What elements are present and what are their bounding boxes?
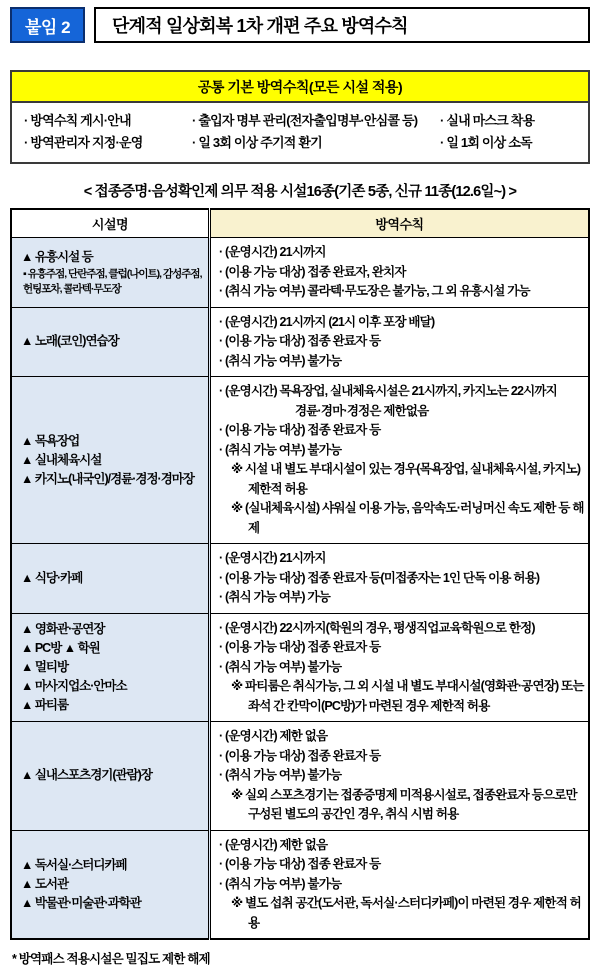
rule-line: · (운영시간) 제한 없음 bbox=[219, 837, 328, 852]
rule-line: · (운영시간) 21시까지 (21시 이후 포장 배달) bbox=[219, 314, 435, 329]
rule-line: · (이용 가능 대상) 접종 완료자 등 bbox=[219, 640, 381, 654]
common-rule-item: · 일 3회 이상 주기적 환기 bbox=[192, 135, 322, 150]
facility-cell bbox=[11, 722, 210, 831]
rule-line: · (운영시간) 목욕장업, 실내체육시설은 21시까지, 카지노는 22시까지 bbox=[219, 384, 557, 398]
facility-cell bbox=[11, 238, 210, 308]
common-rule-item: · 방역관리자 지정·운영 bbox=[24, 135, 143, 150]
common-rule-item: · 방역수칙 게시·안내 bbox=[24, 113, 131, 128]
rules-cell bbox=[210, 613, 590, 722]
rule-line: · (취식 가능 여부) 불가능 bbox=[219, 442, 342, 457]
facility-line: ▲ 멀티방 bbox=[21, 659, 69, 674]
rules-cell bbox=[210, 377, 590, 544]
table-caption: < 접종증명·음성확인제 의무 적용 시설16종(기존 5종, 신규 11종(12.6일~) > bbox=[83, 184, 517, 200]
document-header bbox=[10, 7, 590, 43]
rules-table-body bbox=[11, 238, 589, 940]
facility-cell bbox=[11, 544, 210, 614]
facility-line: ▲ 실내스포츠경기(관람)장 bbox=[21, 768, 152, 783]
facility-line: ▲ 카지노(내국인)/경륜·경정·경마장 bbox=[21, 471, 194, 486]
facility-cell bbox=[11, 377, 210, 544]
rules-cell bbox=[210, 722, 590, 831]
rule-line: · (이용 가능 대상) 접종 완료자 등 bbox=[219, 748, 381, 763]
rule-line: · (이용 가능 대상) 접종 완료자 등 bbox=[219, 334, 381, 348]
facility-line: ▪ 유흥주점, 단란주점, 클럽(나이트), 감성주점, 헌팅포차, 콜라텍·무도장 bbox=[23, 268, 202, 295]
rule-line: ※ (실내체육시설) 샤워실 이용 가능, 음악속도·러닝머신 속도 제한 등 해제 bbox=[231, 501, 584, 535]
rule-line: ※ 시설 내 별도 부대시설이 있는 경우(목욕장업, 실내체육시설, 카지노) 제한적 허용 bbox=[231, 462, 581, 496]
rule-line: · (취식 가능 여부) 콜라텍·무도장은 불가능, 그 외 유흥시설 가능 bbox=[219, 284, 530, 298]
facility-line: ▲ 독서실·스터디카페 bbox=[21, 857, 127, 872]
rule-line: ※ 별도 섭취 공간(도서관, 독서실·스터디카페)이 마련된 경우 제한적 허용 bbox=[231, 896, 581, 930]
rules-cell bbox=[210, 238, 590, 308]
table-header-row bbox=[11, 209, 589, 238]
common-rule-item: · 실내 마스크 착용 bbox=[440, 113, 535, 128]
facility-line: ▲ 영화관·공연장 bbox=[21, 621, 105, 636]
rule-line: · (취식 가능 여부) 불가능 bbox=[219, 353, 342, 368]
common-rules-box bbox=[10, 70, 590, 164]
facility-line: ▲ PC방 ▲ 학원 bbox=[21, 640, 100, 655]
facility-line: ▲ 실내체육시설 bbox=[21, 452, 102, 467]
page-title: 단계적 일상회복 1차 개편 주요 방역수칙 bbox=[94, 7, 590, 43]
rule-line: · (운영시간) 제한 없음 bbox=[219, 729, 328, 743]
rule-line: ※ 파티룸은 취식가능, 그 외 시설 내 별도 부대시설(영화관·공연장) 또는 좌석 간 칸막이(PC방)가 마련된 경우 제한적 허용 bbox=[231, 679, 584, 713]
rule-line: · (취식 가능 여부) 불가능 bbox=[219, 659, 342, 674]
rule-line: · (취식 가능 여부) 불가능 bbox=[219, 876, 342, 891]
facility-cell bbox=[11, 307, 210, 377]
rule-line: · (취식 가능 여부) 불가능 bbox=[219, 768, 342, 782]
rule-line: · (이용 가능 대상) 접종 완료자 등 bbox=[219, 857, 381, 871]
facility-line: ▲ 식당·카페 bbox=[21, 570, 83, 585]
rule-line: 경륜·경마·경정은 제한없음 bbox=[295, 403, 429, 418]
facility-line: ▲ 마사지업소·안마소 bbox=[21, 678, 127, 693]
table-row bbox=[11, 377, 589, 544]
facility-cell bbox=[11, 613, 210, 722]
rule-line: · (취식 가능 여부) 가능 bbox=[219, 590, 330, 604]
common-rules-col1 bbox=[24, 110, 192, 154]
common-rule-item: · 출입자 명부 관리(전자출입명부·안심콜 등) bbox=[192, 113, 418, 128]
facility-rules-table bbox=[10, 208, 590, 940]
common-rules-title: 공통 기본 방역수칙(모든 시설 적용) bbox=[12, 72, 588, 103]
table-row bbox=[11, 722, 589, 831]
facility-line: ▲ 목욕장업 bbox=[21, 433, 80, 448]
column-header-rules: 방역수칙 bbox=[210, 209, 590, 238]
common-rules-body bbox=[12, 103, 588, 162]
rules-cell bbox=[210, 544, 590, 614]
rule-line: · (이용 가능 대상) 접종 완료자, 완치자 bbox=[219, 264, 406, 279]
facility-line: ▲ 유흥시설 등 bbox=[21, 250, 93, 265]
table-row bbox=[11, 544, 589, 614]
common-rules-col2 bbox=[192, 110, 440, 154]
facility-line: ▲ 파티룸 bbox=[21, 697, 69, 712]
facility-line: ▲ 도서관 bbox=[21, 876, 69, 891]
column-header-facility: 시설명 bbox=[11, 209, 210, 238]
rule-line: ※ 실외 스포츠경기는 접종증명제 미적용시설로, 접종완료자 등으로만 구성된 별도의 공간인 경우, 취식 시범 허용 bbox=[231, 787, 577, 821]
rules-cell bbox=[210, 830, 590, 939]
footnote: * 방역패스 적용시설은 밀집도 제한 해제 bbox=[12, 952, 210, 966]
facility-cell bbox=[11, 830, 210, 939]
rule-line: · (이용 가능 대상) 접종 완료자 등 bbox=[219, 423, 381, 437]
table-row bbox=[11, 307, 589, 377]
table-row bbox=[11, 613, 589, 722]
facility-line: ▲ 노래(코인)연습장 bbox=[21, 334, 119, 349]
rule-line: · (이용 가능 대상) 접종 완료자 등(미접종자는 1인 단독 이용 허용) bbox=[219, 570, 540, 585]
rules-cell bbox=[210, 307, 590, 377]
rule-line: · (운영시간) 21시까지 bbox=[219, 551, 326, 565]
rule-line: · (운영시간) 21시까지 bbox=[219, 245, 326, 259]
common-rule-item: · 일 1회 이상 소독 bbox=[440, 135, 532, 150]
facility-line: ▲ 박물관·미술관·과학관 bbox=[21, 895, 141, 910]
rule-line: · (운영시간) 22시까지(학원의 경우, 평생직업교육학원으로 한정) bbox=[219, 620, 535, 635]
attachment-badge: 붙임 2 bbox=[10, 7, 85, 43]
common-rules-col3 bbox=[440, 110, 580, 154]
table-row bbox=[11, 238, 589, 308]
table-row bbox=[11, 830, 589, 939]
